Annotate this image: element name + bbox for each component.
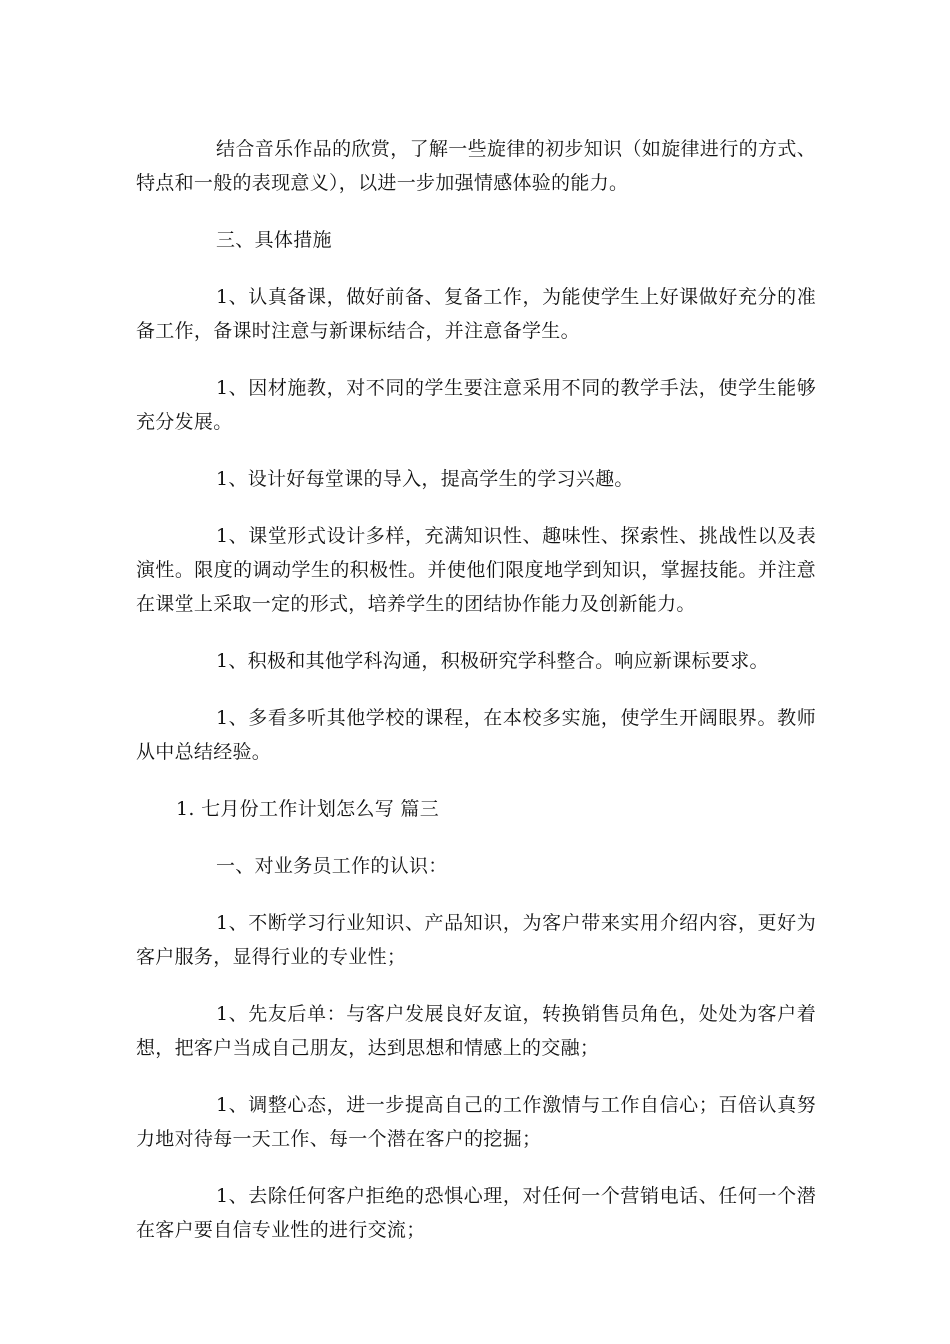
list-item-individual-teaching: 1、因材施教，对不同的学生要注意采用不同的教学手法，使学生能够充分发展。 [136, 377, 816, 433]
list-item-observe-other-schools: 1、多看多听其他学校的课程，在本校多实施，使学生开阔眼界。教师从中总结经验。 [136, 707, 816, 763]
list-item-adjust-mindset: 1、调整心态，进一步提高自己的工作激情与工作自信心；百倍认真努力地对待每一天工作、每一个潜在客户的挖掘； [136, 1094, 816, 1150]
list-item-lesson-prep: 1、认真备课，做好前备、复备工作，为能使学生上好课做好充分的准备工作，备课时注意与新课标结合，并注意备学生。 [136, 286, 816, 342]
paragraph-music-appreciation: 结合音乐作品的欣赏，了解一些旋律的初步知识（如旋律进行的方式、特点和一般的表现意义），以进一步加强情感体验的能力。 [136, 138, 816, 194]
list-item-lesson-intro: 1、设计好每堂课的导入，提高学生的学习兴趣。 [216, 468, 634, 490]
article-heading-part-three: 1. 七月份工作计划怎么写 篇三 [176, 798, 440, 820]
list-item-friends-first: 1、先友后单：与客户发展良好友谊，转换销售员角色，处处为客户着想，把客户当成自己朋友，达到思想和情感上的交融； [136, 1003, 816, 1059]
list-item-remove-fear: 1、去除任何客户拒绝的恐惧心理，对任何一个营销电话、任何一个潜在客户要自信专业性的进行交流； [136, 1185, 816, 1241]
section-heading-salesperson: 一、对业务员工作的认识： [216, 855, 448, 877]
list-item-learn-industry: 1、不断学习行业知识、产品知识，为客户带来实用介绍内容，更好为客户服务，显得行业的专业性； [136, 912, 816, 968]
list-item-subject-integration: 1、积极和其他学科沟通，积极研究学科整合。响应新课标要求。 [216, 650, 769, 672]
list-item-class-forms: 1、课堂形式设计多样，充满知识性、趣味性、探索性、挑战性以及表演性。限度的调动学生的积极性。并使他们限度地学到知识，掌握技能。并注意在课堂上采取一定的形式，培养学生的团结协作能力及创新能力。 [136, 525, 816, 615]
document-body [136, 132, 816, 1270]
section-heading-measures: 三、具体措施 [216, 229, 332, 251]
